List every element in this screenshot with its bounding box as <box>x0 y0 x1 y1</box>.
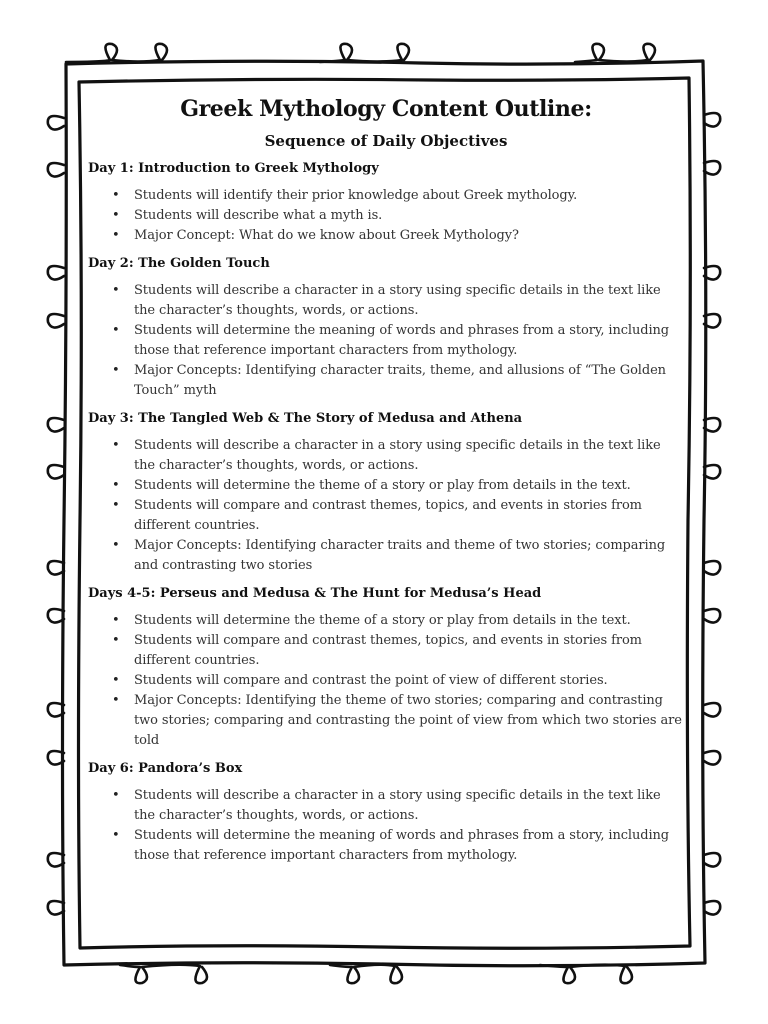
objective-item: • Students will identify their prior knowledge about Greek mythology. <box>134 186 684 206</box>
outline-content <box>88 96 684 866</box>
day-heading: Day 3: The Tangled Web & The Story of Medusa and Athena <box>88 411 523 426</box>
objective-item: • Students will compare and contrast themes, topics, and events in stories from different countries. <box>134 631 684 671</box>
day-6-section <box>88 761 684 866</box>
objective-item: • Major Concepts: Identifying the theme of two stories; comparing and contrasting two stories; comparing and contrasting the point of view from which two stories are told <box>134 691 684 751</box>
page-subtitle: Sequence of Daily Objectives <box>264 132 508 150</box>
day-heading: Day 6: Pandora’s Box <box>88 761 243 776</box>
day-3-section <box>88 411 684 576</box>
objective-item: • Students will describe a character in a story using specific details in the text like the character’s thoughts, words, or actions. <box>134 786 684 826</box>
day-heading: Days 4-5: Perseus and Medusa & The Hunt for Medusa’s Head <box>88 586 542 601</box>
objective-list <box>88 436 684 576</box>
objective-list <box>88 786 684 866</box>
objective-item: • Students will describe a character in a story using specific details in the text like the character’s thoughts, words, or actions. <box>134 281 684 321</box>
objective-item: • Students will compare and contrast themes, topics, and events in stories from different countries. <box>134 496 684 536</box>
day-heading: Day 2: The Golden Touch <box>88 256 270 271</box>
day-heading: Day 1: Introduction to Greek Mythology <box>88 161 379 176</box>
objective-item: • Students will determine the meaning of words and phrases from a story, including those that reference important characters from mythology. <box>134 826 684 866</box>
page-title: Greek Mythology Content Outline: <box>180 96 592 122</box>
objective-item: • Major Concepts: Identifying character traits, theme, and allusions of “The Golden Touch” myth <box>134 361 684 401</box>
objective-item: • Students will describe what a myth is. <box>134 206 684 226</box>
day-4-5-section <box>88 586 684 751</box>
objective-list <box>88 186 684 246</box>
day-2-section <box>88 256 684 401</box>
objective-item: • Major Concept: What do we know about Greek Mythology? <box>134 226 684 246</box>
objective-item: • Students will determine the meaning of words and phrases from a story, including those that reference important characters from mythology. <box>134 321 684 361</box>
objective-list <box>88 281 684 401</box>
objective-item: • Students will determine the theme of a story or play from details in the text. <box>134 611 684 631</box>
objective-item: • Students will describe a character in a story using specific details in the text like the character’s thoughts, words, or actions. <box>134 436 684 476</box>
objective-item: • Major Concepts: Identifying character traits and theme of two stories; comparing and contrasting two stories <box>134 536 684 576</box>
objective-item: • Students will determine the theme of a story or play from details in the text. <box>134 476 684 496</box>
day-1-section <box>88 161 684 246</box>
objective-list <box>88 611 684 751</box>
objective-item: • Students will compare and contrast the point of view of different stories. <box>134 671 684 691</box>
